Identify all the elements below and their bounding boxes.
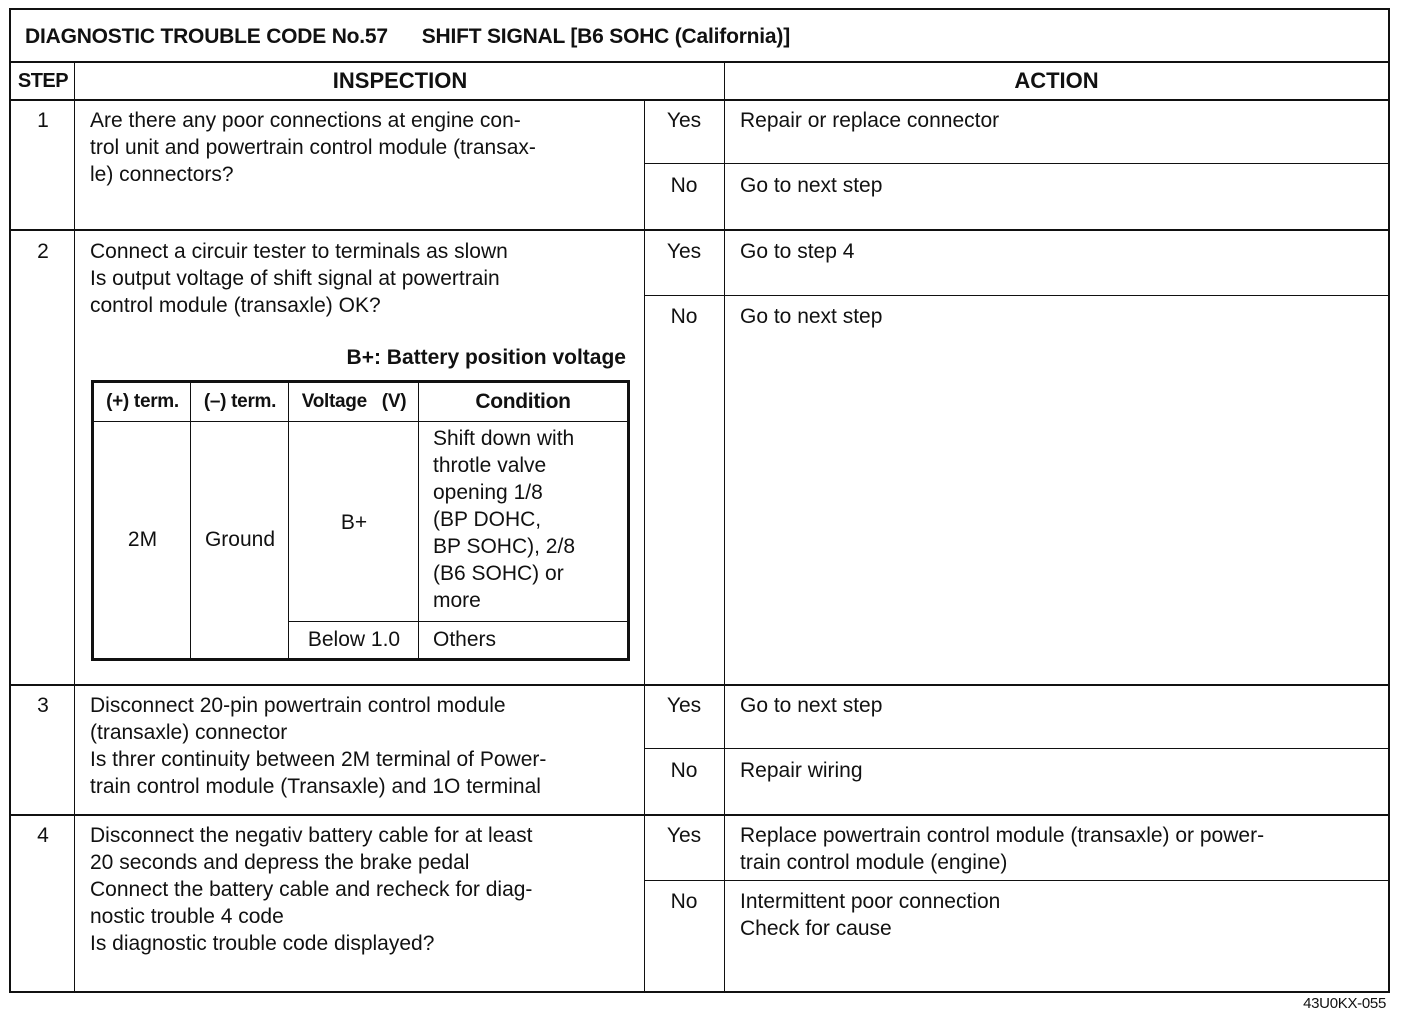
step-inspection: Disconnect 20-pin powertrain control module (transaxle) connector Is threr continuity between 2M terminal of Power- train control module (Transaxle) and 1O terminal [90, 694, 547, 798]
figure-code: 43U0KX-055 [1303, 995, 1386, 1012]
divider-step-2-3 [11, 684, 1388, 686]
dtc-code-title: DIAGNOSTIC TROUBLE CODE No.57 [25, 25, 388, 48]
divider-yesno-4 [644, 880, 1388, 881]
header-step: STEP [11, 63, 75, 101]
divider-step-1-2 [11, 229, 1388, 231]
col-voltage: Voltage (V) [301, 391, 407, 412]
divider-action [724, 63, 725, 993]
voltage-table-row-divider [289, 621, 627, 622]
voltage-value: B+ [340, 511, 368, 534]
no-action: Go to next step [740, 305, 883, 328]
plus-term-value: 2M [127, 528, 158, 551]
yes-label: Yes [666, 824, 702, 847]
col-condition: Condition [475, 390, 571, 413]
step-number: 3 [37, 694, 49, 717]
divider-step [74, 63, 75, 993]
condition-value: Shift down with throtle valve opening 1/8 (BP DOHC, BP SOHC), 2/8 (B6 SOHC) or more [433, 427, 575, 612]
yes-action: Go to step 4 [740, 240, 855, 263]
yes-action: Go to next step [740, 694, 883, 717]
divider-yesno-1 [644, 163, 1388, 164]
battery-voltage-note: B+: Battery position voltage [346, 346, 626, 369]
no-label: No [670, 305, 698, 328]
header-action: ACTION [725, 63, 1388, 101]
divider-step-3-4 [11, 814, 1388, 816]
voltage-value: Below 1.0 [307, 628, 401, 651]
yes-label: Yes [666, 694, 702, 717]
no-label: No [670, 890, 698, 913]
minus-term-value: Ground [204, 528, 276, 551]
step-inspection: Connect a circuir tester to terminals as slown Is output voltage of shift signal at powertrain control module (transaxle) OK? [90, 240, 508, 317]
divider-yesno-3 [644, 748, 1388, 749]
col-minus-term: (–) term. [203, 391, 277, 412]
no-action: Go to next step [740, 174, 883, 197]
yes-action: Repair or replace connector [740, 109, 1000, 132]
header-inspection: INSPECTION [75, 63, 725, 101]
no-action: Repair wiring [740, 759, 863, 782]
divider-yesno [644, 101, 645, 993]
step-inspection: Disconnect the negativ battery cable for at least 20 seconds and depress the brake pedal Connect the battery cable and recheck for diag- nostic trouble 4 code Is diagnostic trouble code displayed? [90, 824, 533, 955]
no-action: Intermittent poor connection Check for cause [740, 890, 1001, 940]
dtc-name-title: SHIFT SIGNAL [B6 SOHC (California)] [421, 25, 790, 48]
divider-yesno-2 [644, 295, 1388, 296]
step-number: 1 [37, 109, 49, 132]
step-inspection: Are there any poor connections at engine con- trol unit and powertrain control module (transax- le) connectors? [90, 109, 536, 186]
step-number: 4 [37, 824, 49, 847]
voltage-table-divider [190, 383, 191, 658]
voltage-table-header-divider [94, 421, 627, 422]
yes-action: Replace powertrain control module (transaxle) or power- train control module (engine) [740, 824, 1265, 874]
no-label: No [670, 759, 698, 782]
yes-label: Yes [666, 240, 702, 263]
step-number: 2 [37, 240, 49, 263]
voltage-table [91, 380, 630, 661]
condition-value: Others [433, 628, 497, 651]
yes-label: Yes [666, 109, 702, 132]
no-label: No [670, 174, 698, 197]
col-plus-term: (+) term. [106, 391, 179, 412]
diagnostic-table [9, 8, 1390, 993]
page-title [25, 25, 790, 49]
title-row [11, 10, 1388, 63]
